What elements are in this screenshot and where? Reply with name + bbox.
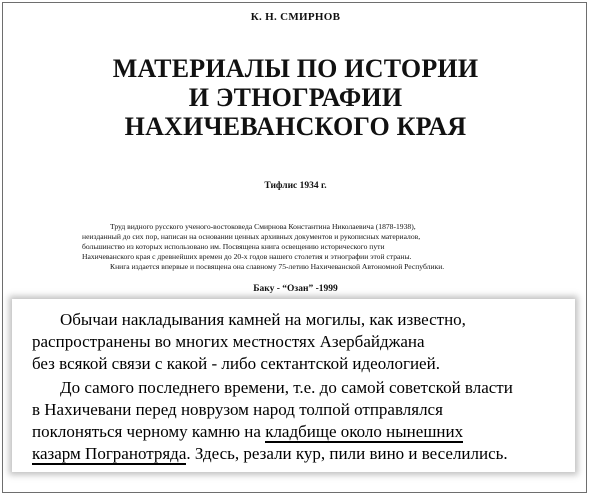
description-line: Книга издается впервые и посвящена она славному 75-летию Нахичеванской Автономной Республики.	[110, 262, 445, 271]
quote-line	[32, 309, 560, 331]
book-title	[0, 54, 591, 141]
book-description	[82, 222, 510, 272]
title-line: И ЭТНОГРАФИИ	[188, 83, 403, 112]
quote-line-text: в Нахичевани перед новрузом народ толпой отправлялся	[32, 400, 443, 419]
underlined-phrase: кладбище около нынешних	[265, 422, 464, 441]
author-name: К. Н. СМИРНОВ	[250, 11, 341, 23]
quote-line-text: без всякой связи с какой - либо сектантской идеологией.	[32, 354, 440, 373]
place-year: Тифлис 1934 г.	[264, 181, 327, 191]
quote-text	[32, 309, 560, 465]
quote-line	[32, 443, 560, 465]
description-line: неизданный до сих пор, написан на основании ценных архивных документов и рукописных материалов,	[82, 232, 421, 241]
quote-line-text: Обычаи накладывания камней на могилы, как известно,	[60, 310, 466, 329]
quote-line-text: . Здесь, резали кур, пили вино и веселились.	[186, 444, 508, 463]
quote-line	[32, 399, 560, 421]
title-line: НАХИЧЕВАНСКОГО КРАЯ	[124, 112, 467, 141]
quote-line	[32, 353, 560, 375]
description-line: Труд видного русского ученого-востоковеда Смирнова Константина Николаевича (1878-1938),	[110, 222, 416, 231]
quote-line	[32, 421, 560, 443]
underlined-phrase: казарм Погранотряда	[32, 444, 187, 463]
description-line: Нахичеванского края с древнейших времен до 20-х годов нашего столетия и этнографии этой страны.	[82, 252, 412, 261]
quote-line	[32, 377, 560, 399]
description-line: большинство из которых использовано им. Посвящена книга освещению исторического пути	[82, 242, 385, 251]
quote-line-text: До самого последнего времени, т.е. до самой советской власти	[60, 378, 513, 397]
quote-excerpt-box	[12, 299, 575, 472]
quote-line	[32, 331, 560, 353]
quote-line-text: поклоняться черному камню на	[32, 422, 261, 441]
publisher-line: Баку - “Озан” -1999	[253, 284, 338, 294]
title-line: МАТЕРИАЛЫ ПО ИСТОРИИ	[112, 54, 479, 83]
quote-line-text: распространены во многих местностях Азербайджана	[32, 332, 425, 351]
